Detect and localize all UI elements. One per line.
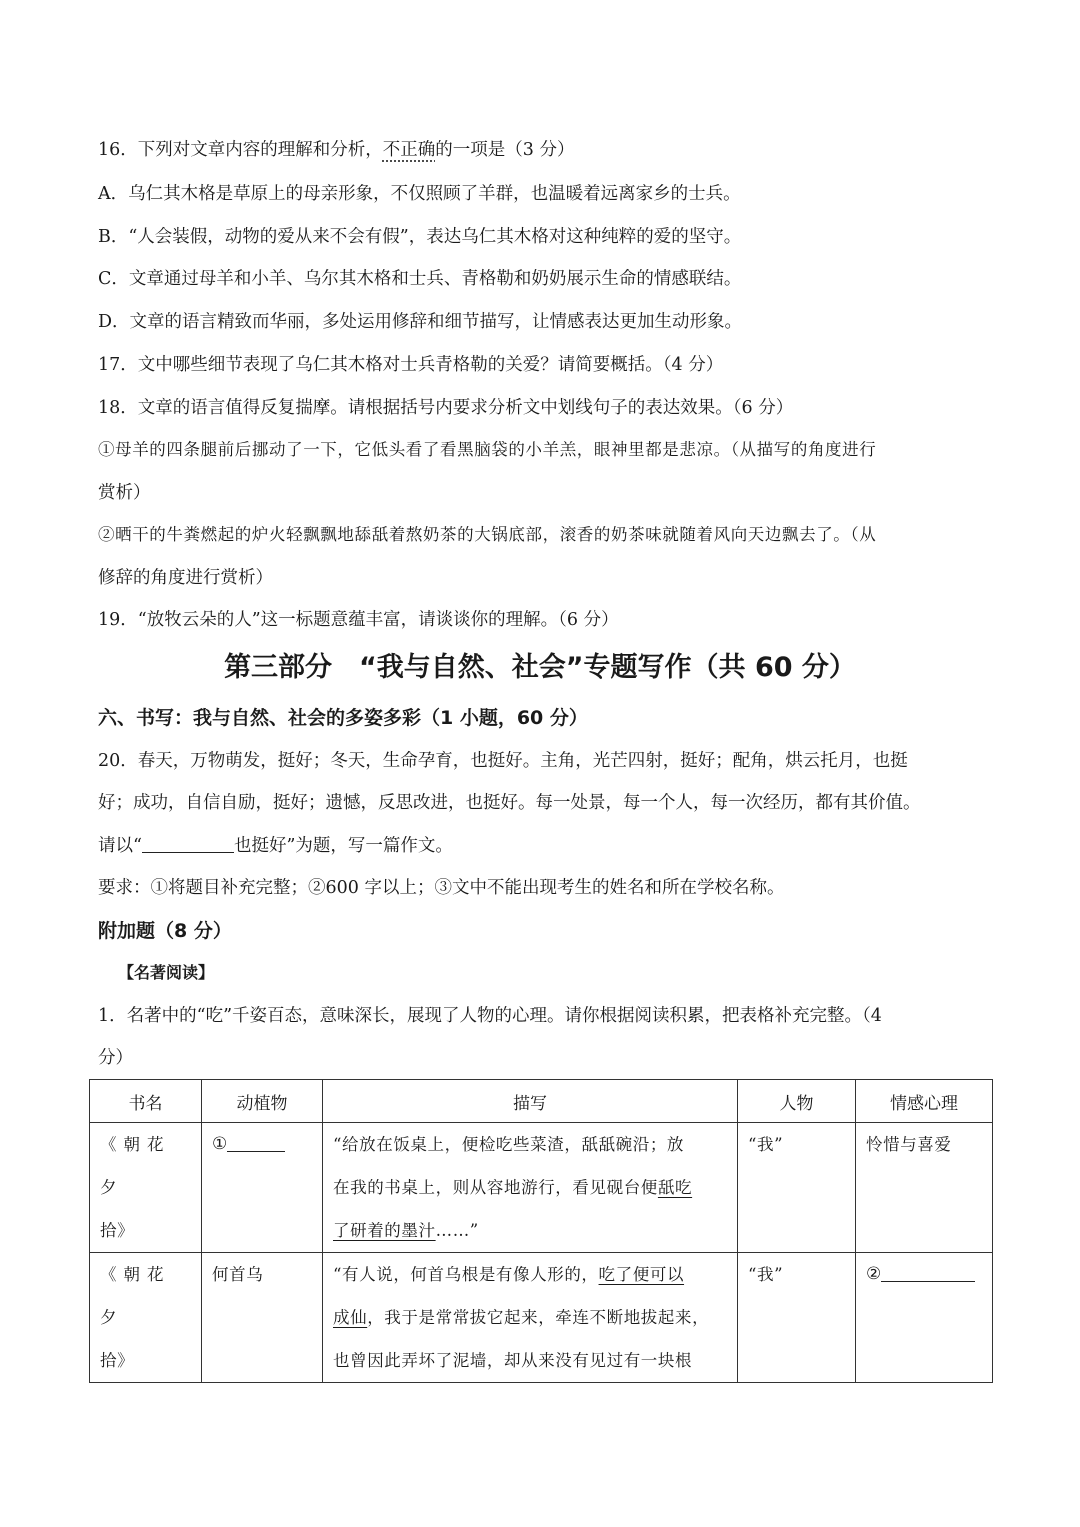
q16-emphasis: 不正确 [382, 140, 436, 160]
row1-description: “给放在饭桌上，便检吃些菜渣，舐舐碗沿；放 在我的书桌上，则从容地游行，看见砚台便舐吃 了研着的墨汁……” [323, 1123, 738, 1253]
row1-plant: ① [202, 1123, 323, 1253]
header-person: 人物 [738, 1080, 856, 1123]
q20-line2: 好；成功，自信自励，挺好；遗憾，反思改进，也挺好。每一处景，每一个人，每一次经历，都有其价值。 [98, 793, 921, 813]
extra-q1-line2: 分） [98, 1048, 133, 1068]
row1-person: “我” [738, 1123, 856, 1253]
row1-plant-blank [227, 1131, 285, 1152]
extra-q1-line1: 1．名著中的“吃”千姿百态，意味深长，展现了人物的心理。请你根据阅读积累，把表格补充完整。（4 [98, 1006, 882, 1026]
table-row [90, 1123, 993, 1253]
extra-title: 附加题（8 分） [98, 920, 232, 942]
q16-option-b: B．“人会装假，动物的爱从来不会有假”，表达乌仁其木格对这种纯粹的爱的坚守。 [98, 227, 742, 247]
q20-line3: 请以“ 也挺好”为题，写一篇作文。 [98, 836, 453, 856]
row2-person: “我” [738, 1253, 856, 1383]
header-emotion: 情感心理 [856, 1080, 993, 1123]
row2-plant: 何首乌 [202, 1253, 323, 1383]
row1-book: 《朝花夕 拾》 [90, 1123, 202, 1253]
row1-emotion: 怜惜与喜爱 [856, 1123, 993, 1253]
q18-item1-line1: ①母羊的四条腿前后挪动了一下，它低头看了看黑脑袋的小羊羔，眼神里都是悲凉。（从描写的角度进行 [98, 440, 877, 459]
section6-title: 六、书写：我与自然、社会的多姿多彩（1 小题，60 分） [98, 707, 588, 729]
q18-item1-line2: 赏析） [98, 483, 151, 503]
q16-option-d: D．文章的语言精致而华丽，多处运用修辞和细节描写，让情感表达更加生动形象。 [98, 312, 743, 332]
row2-emotion: ② [856, 1253, 993, 1383]
header-plant-animal: 动植物 [202, 1080, 323, 1123]
q18-item2-line1: ②晒干的牛粪燃起的炉火轻飘飘地舔舐着熬奶茶的大锅底部，滚香的奶茶味就随着风向天边飘去了。（从 [98, 525, 877, 544]
q18-stem: 18．文章的语言值得反复揣摩。请根据括号内要求分析文中划线句子的表达效果。（6 分） [98, 398, 794, 418]
reading-table [89, 1079, 993, 1383]
row2-book: 《朝花夕 拾》 [90, 1253, 202, 1383]
header-book: 书名 [90, 1080, 202, 1123]
q16-option-a: A．乌仁其木格是草原上的母亲形象，不仅照顾了羊群，也温暖着远离家乡的士兵。 [98, 184, 741, 204]
q20-requirements: 要求：①将题目补充完整；②600 字以上；③文中不能出现考生的姓名和所在学校名称。 [98, 878, 785, 898]
title-blank [142, 834, 234, 853]
q18-item2-line2: 修辞的角度进行赏析） [98, 568, 273, 588]
table-header-row [90, 1080, 993, 1123]
row2-emotion-blank [881, 1261, 975, 1282]
table-row [90, 1253, 993, 1383]
header-description: 描写 [323, 1080, 738, 1123]
q16-option-c: C．文章通过母羊和小羊、乌尔其木格和士兵、青格勒和奶奶展示生命的情感联结。 [98, 269, 742, 289]
q20-line1: 20．春天，万物萌发，挺好；冬天，生命孕育，也挺好。主角，光芒四射，挺好；配角，烘云托月，也挺 [98, 751, 908, 771]
q17-stem: 17．文中哪些细节表现了乌仁其木格对士兵青格勒的关爱？请简要概括。（4 分） [98, 355, 724, 375]
row2-description: “有人说，何首乌根是有像人形的，吃了便可以 成仙，我于是常常拔它起来，牵连不断地拔起来， 也曾因此弄坏了泥墙，却从来没有见过有一块根 [323, 1253, 738, 1383]
reading-tag: 【名著阅读】 [118, 963, 215, 982]
part3-title: 第三部分 “我与自然、社会”专题写作（共 60 分） [224, 652, 856, 683]
q16-stem: 16．下列对文章内容的理解和分析，不正确的一项是（3 分） [98, 140, 575, 160]
q19-stem: 19．“放牧云朵的人”这一标题意蕴丰富，请谈谈你的理解。（6 分） [98, 610, 619, 630]
